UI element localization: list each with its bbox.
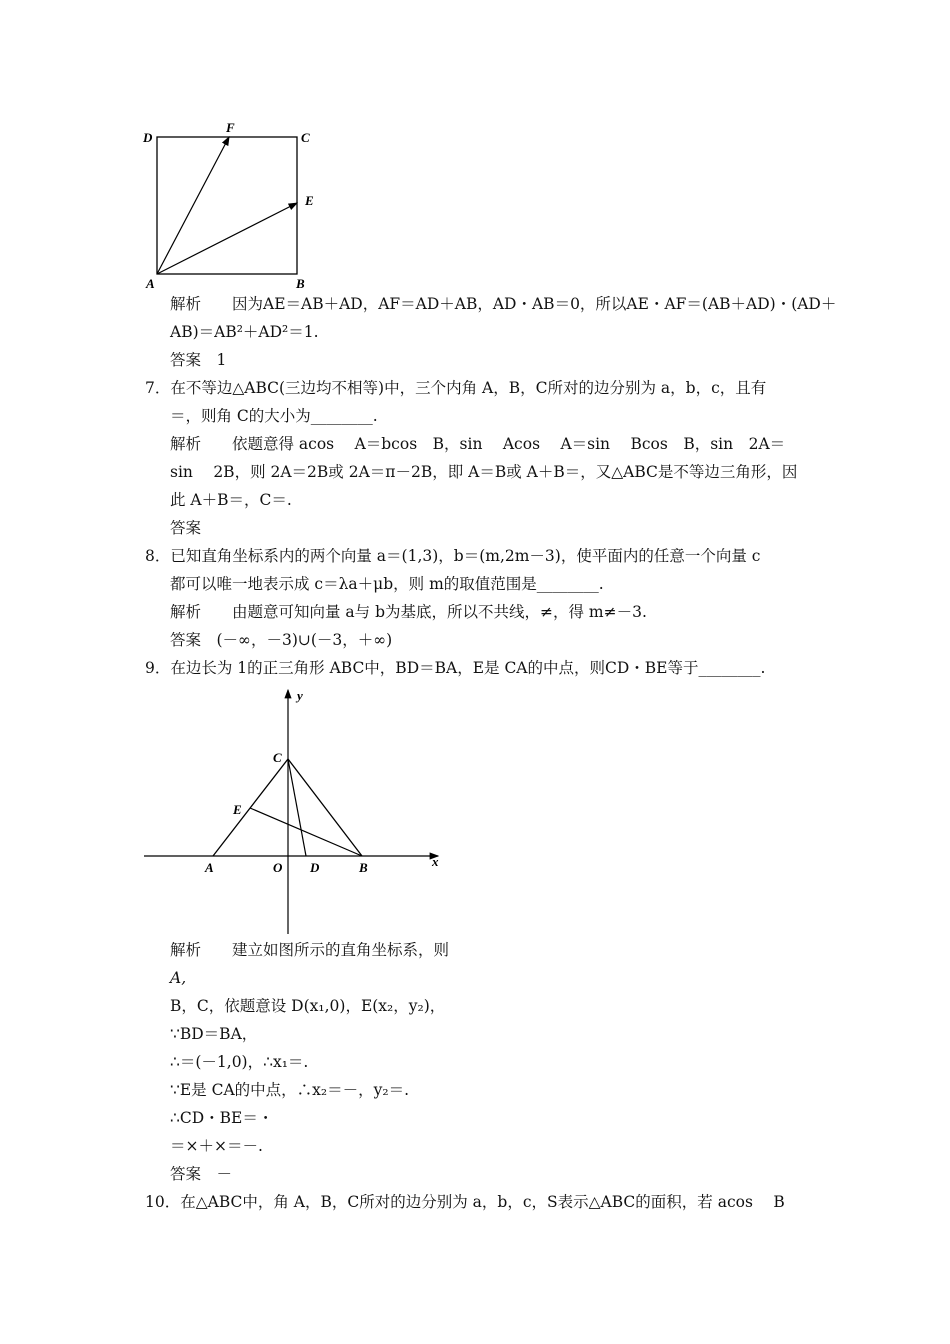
q9-solution-line7: ∴CD・BE＝・ [170, 1109, 274, 1127]
q8-solution-line1: 解析 由题意可知向量 a与 b为基底，所以不共线，≠，得 m≠－3. [170, 603, 647, 621]
q9-solution-line5: ∴＝(－1,0)，∴x₁＝. [170, 1053, 309, 1071]
label-f: F [226, 120, 235, 135]
label-e: E [305, 193, 314, 208]
label-a2: A [205, 860, 214, 875]
label-c2: C [273, 750, 282, 765]
q7-answer: 答案 [170, 519, 202, 537]
label-y: y [297, 688, 303, 703]
label-e2: E [233, 802, 242, 817]
p6-answer: 答案 1 [170, 351, 227, 369]
triangle-coordinate-figure [140, 684, 450, 936]
p6-solution-line1: 解析 因为AE＝AB＋AD，AF＝AD＋AB，AD・AB＝0，所以AE・AF＝(AB＋AD)・(AD＋ [170, 295, 837, 313]
q9-solution-line4: ∵BD＝BA， [170, 1025, 258, 1043]
q9-solution-line1: 解析 建立如图所示的直角坐标系，则 [170, 941, 450, 959]
q9-solution-line6: ∵E是 CA的中点，∴x₂＝－，y₂＝. [170, 1081, 410, 1099]
segment-cd [288, 759, 306, 856]
label-c: C [301, 130, 310, 145]
q9-solution-line8: ＝×＋×＝－. [170, 1137, 263, 1155]
q7-solution-line3: 此 A＋B＝，C＝. [170, 491, 292, 509]
side-bc [288, 759, 362, 856]
p6-solution-line2: AB)＝AB²＋AD²＝1. [170, 323, 319, 341]
label-d2: D [310, 860, 320, 875]
label-x: x [432, 854, 439, 869]
vector-ae [157, 203, 297, 274]
vector-af [157, 137, 229, 274]
label-b2: B [359, 860, 368, 875]
segment-be [250, 808, 362, 856]
q7-solution-line1: 解析 依题意得 acos A＝bcos B，sin Acos A＝sin Bcos B，sin 2A＝ [170, 435, 786, 453]
q8-line2: 都可以唯一地表示成 c＝λa＋μb，则 m的取值范围是________. [170, 575, 604, 593]
q7-line2: ＝，则角 C的大小为________. [170, 407, 378, 425]
q7-solution-line2: sin 2B，则 2A＝2B或 2A＝π－2B，即 A＝B或 A＋B＝，又△ABC是不等边三角形，因 [170, 463, 798, 481]
q8-line1: 8．已知直角坐标系内的两个向量 a＝(1,3)，b＝(m,2m－3)，使平面内的任意一个向量 c [145, 547, 761, 565]
q10-line1: 10．在△ABC中，角 A，B，C所对的边分别为 a，b，c，S表示△ABC的面积，若 acos B [145, 1193, 785, 1211]
label-d: D [143, 130, 153, 145]
q8-answer: 答案 (－∞，－3)∪(－3，＋∞) [170, 631, 393, 649]
square-vector-figure [138, 118, 328, 298]
q7-line1: 7．在不等边△ABC(三边均不相等)中，三个内角 A，B，C所对的边分别为 a，b，c，且有 [145, 379, 767, 397]
label-a: A [146, 276, 155, 291]
q9-line1: 9．在边长为 1的正三角形 ABC中，BD＝BA，E是 CA的中点，则CD・BE等于________. [145, 659, 766, 677]
square-abcd [157, 137, 297, 274]
q9-answer: 答案 － [170, 1165, 233, 1183]
side-ac [213, 759, 288, 856]
q9-solution-line3: B，C，依题意设 D(x₁,0)，E(x₂，y₂)， [170, 997, 446, 1015]
q9-solution-line2: A, [170, 969, 187, 987]
label-b: B [296, 276, 305, 291]
label-o: O [273, 860, 283, 875]
